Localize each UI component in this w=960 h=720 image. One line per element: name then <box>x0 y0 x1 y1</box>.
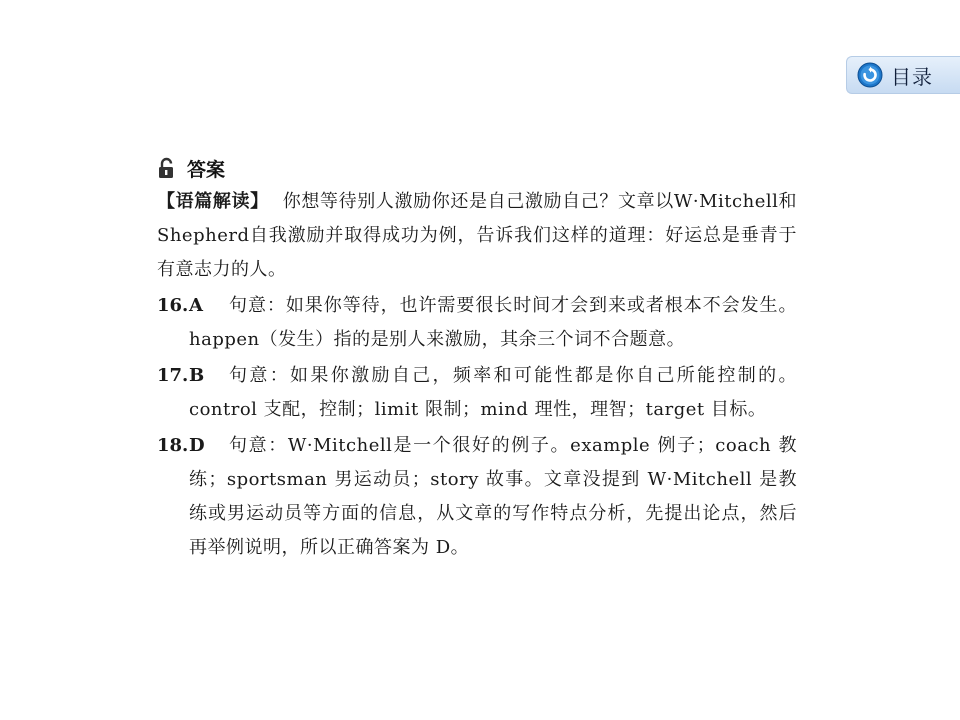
return-arrow-icon <box>857 62 883 88</box>
answer-item-18 <box>157 429 797 565</box>
answer-item-17 <box>157 359 797 427</box>
item-explanation: 句意：如果你激励自己，频率和可能性都是你自己所能控制的。control 支配，控制；limit 限制；mind 理性，理智；target 目标。 <box>189 365 797 420</box>
item-explanation: 句意：W·Mitchell是一个很好的例子。example 例子；coach 教练；sportsman 男运动员；story 故事。文章没提到 W·Mitchell 是教练或男运动员等方面的信息，从文章的写作特点分析，先提出论点，然后再举例说明，所以正确答案为 D。 <box>189 435 797 558</box>
passage-interpretation <box>157 185 797 287</box>
toc-button[interactable] <box>846 56 960 94</box>
answer-header <box>157 153 797 183</box>
passage-interpretation-text: 你想等待别人激励你还是自己激励自己？文章以W·Mitchell和Shepherd自我激励并取得成功为例，告诉我们这样的道理：好运总是垂青于有意志力的人。 <box>157 191 798 280</box>
unlock-icon <box>157 157 179 179</box>
answer-title: 答案 <box>187 158 226 181</box>
item-explanation: 句意：如果你等待，也许需要很长时间才会到来或者根本不会发生。happen（发生）指的是别人来激励，其余三个词不合题意。 <box>189 295 797 350</box>
item-answer: D <box>189 435 205 456</box>
passage-interpretation-tag: 【语篇解读】 <box>157 191 269 212</box>
toc-label: 目录 <box>891 64 933 89</box>
item-answer: A <box>189 295 203 316</box>
item-answer: B <box>189 365 205 386</box>
answer-section <box>157 153 797 565</box>
item-number: 17. <box>157 365 189 386</box>
item-number: 16. <box>157 295 189 316</box>
item-number: 18. <box>157 435 189 456</box>
answer-item-16 <box>157 289 797 357</box>
